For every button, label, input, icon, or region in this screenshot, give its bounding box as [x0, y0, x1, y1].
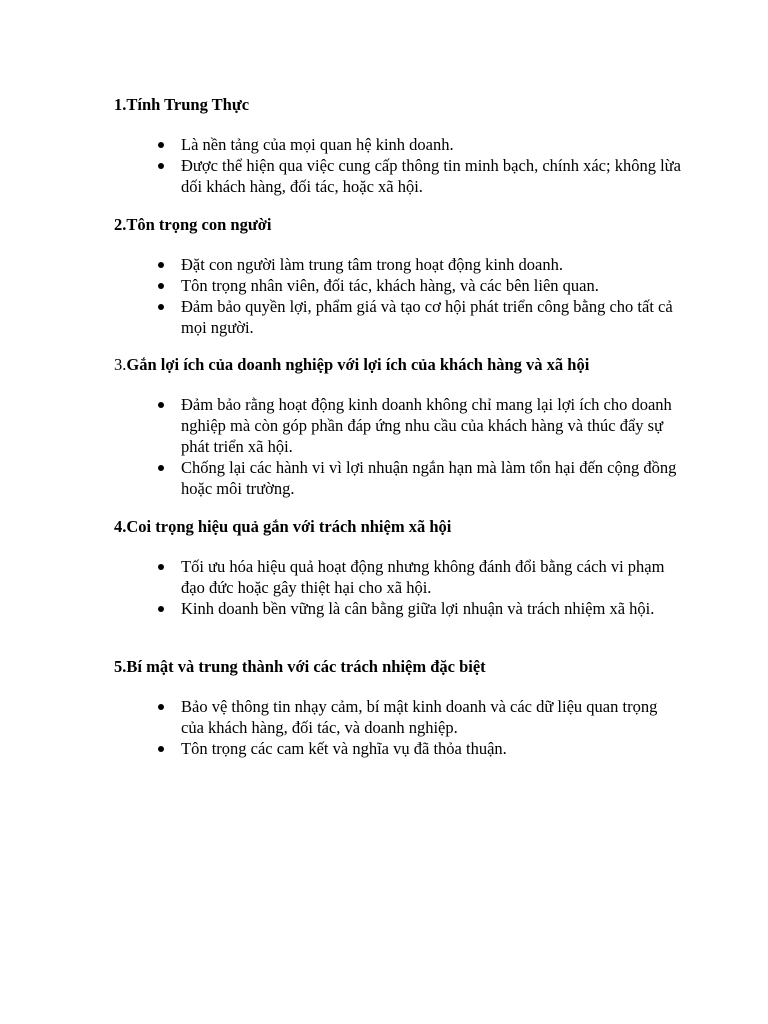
list-item-text: Tôn trọng các cam kết và nghĩa vụ đã thỏa thuận. — [181, 739, 507, 758]
section-number: 5. — [114, 657, 127, 676]
section-heading — [114, 94, 684, 115]
list-item-text: Tối ưu hóa hiệu quả hoạt động nhưng không đánh đổi bằng cách vi phạm đạo đức hoặc gây thiệt hại cho xã hội. — [181, 557, 665, 597]
list-item — [114, 134, 681, 155]
list-item — [114, 696, 681, 738]
section-title: Gắn lợi ích của doanh nghiệp với lợi ích của khách hàng và xã hội — [126, 355, 590, 374]
list-item — [114, 457, 681, 499]
bullet-icon — [158, 142, 164, 148]
list-item — [114, 275, 681, 296]
list-item-text: Bảo vệ thông tin nhạy cảm, bí mật kinh doanh và các dữ liệu quan trọng của khách hàng, đối tác, và doanh nghiệp. — [181, 697, 658, 737]
section-number: 3. — [114, 355, 127, 374]
section-1 — [114, 94, 684, 197]
bullet-icon — [158, 163, 164, 169]
list-item — [114, 598, 681, 619]
list-item — [114, 556, 681, 598]
bullet-icon — [158, 746, 164, 752]
bullet-icon — [158, 304, 164, 310]
list-item-text: Được thể hiện qua việc cung cấp thông tin minh bạch, chính xác; không lừa dối khách hàng, đối tác, hoặc xã hội. — [181, 156, 681, 196]
bullet-icon — [158, 704, 164, 710]
bullet-icon — [158, 262, 164, 268]
bullet-icon — [158, 402, 164, 408]
bullet-icon — [158, 283, 164, 289]
section-2 — [114, 214, 684, 338]
section-heading — [114, 354, 684, 375]
list-item — [114, 394, 681, 457]
list-item — [114, 155, 681, 197]
bullet-icon — [158, 564, 164, 570]
list-item-text: Tôn trọng nhân viên, đối tác, khách hàng, và các bên liên quan. — [181, 276, 599, 295]
section-4 — [114, 516, 684, 619]
section-number: 1. — [114, 95, 127, 114]
section-heading — [114, 214, 684, 235]
section-3 — [114, 354, 684, 499]
bullet-list — [114, 134, 684, 197]
bullet-list — [114, 696, 684, 759]
bullet-icon — [158, 465, 164, 471]
bullet-list — [114, 394, 684, 499]
list-item — [114, 254, 681, 275]
section-title: Tính Trung Thực — [126, 95, 250, 114]
section-heading — [114, 656, 684, 677]
section-number: 4. — [114, 517, 127, 536]
bullet-list — [114, 254, 684, 338]
list-item — [114, 738, 681, 759]
bullet-list — [114, 556, 684, 619]
section-title: Tôn trọng con người — [126, 215, 272, 234]
section-title: Bí mật và trung thành với các trách nhiệm đặc biệt — [126, 657, 486, 676]
list-item-text: Đặt con người làm trung tâm trong hoạt động kinh doanh. — [181, 255, 563, 274]
list-item-text: Kinh doanh bền vững là cân bằng giữa lợi nhuận và trách nhiệm xã hội. — [181, 599, 655, 618]
list-item-text: Chống lại các hành vi vì lợi nhuận ngắn hạn mà làm tổn hại đến cộng đồng hoặc môi trường. — [181, 458, 677, 498]
list-item-text: Là nền tảng của mọi quan hệ kinh doanh. — [181, 135, 454, 154]
list-item — [114, 296, 681, 338]
list-item-text: Đảm bảo rằng hoạt động kinh doanh không chỉ mang lại lợi ích cho doanh nghiệp mà còn góp phần đáp ứng nhu cầu của khách hàng và thúc đẩy sự phát triển xã hội. — [181, 395, 672, 456]
list-item-text: Đảm bảo quyền lợi, phẩm giá và tạo cơ hội phát triển công bằng cho tất cả mọi người. — [181, 297, 673, 337]
bullet-icon — [158, 606, 164, 612]
section-title: Coi trọng hiệu quả gắn với trách nhiệm xã hội — [126, 517, 452, 536]
section-heading — [114, 516, 684, 537]
section-5 — [114, 656, 684, 759]
section-number: 2. — [114, 215, 127, 234]
